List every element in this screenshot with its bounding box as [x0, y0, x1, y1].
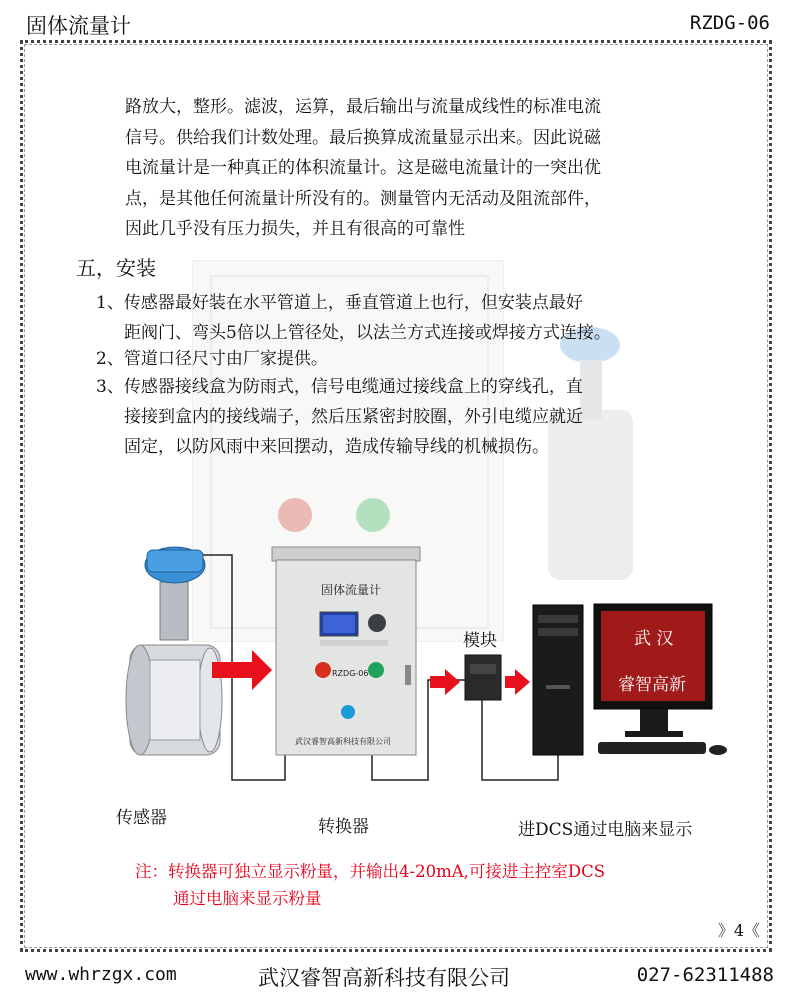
monitor-text-line2: 睿智高新	[618, 675, 686, 695]
paragraph-line: 电流量计是一种真正的体积流量计。这是磁电流量计的一突出优	[125, 158, 601, 178]
pc-tower	[533, 605, 583, 755]
note-line: 注：转换器可独立显示粉量，并输出4-20mA,可接进主控室DCS	[135, 862, 606, 881]
item-line: 3、传感器接线盒为防雨式，信号电缆通过接线盒上的穿线孔，直	[96, 377, 583, 397]
converter-company: 武汉睿智高新科技有限公司	[295, 737, 391, 746]
item-line: 2、管道口径尺寸由厂家提供。	[96, 349, 328, 369]
paragraph-line: 点，是其他任何流量计所没有的。测量管内无活动及阻流部件，	[125, 188, 601, 209]
note	[135, 858, 605, 912]
footer-website[interactable]: www.whrzgx.com	[25, 964, 177, 985]
header-model-code: RZDG-06	[689, 12, 770, 34]
paragraph-line: 因此几乎没有压力损失，并且有很高的可靠性	[125, 219, 465, 239]
footer	[0, 960, 800, 1000]
caption-dcs: 进DCS通过电脑来显示	[518, 820, 693, 840]
arrow-converter-to-module	[430, 669, 460, 695]
converter-title: 固体流量计	[321, 583, 382, 597]
module-device	[465, 655, 501, 700]
page-number: 》4《	[717, 921, 760, 940]
footer-phone: 027-62311488	[636, 964, 774, 986]
footer-company: 武汉睿智高新科技有限公司	[258, 966, 510, 990]
module-label: 模块	[463, 631, 497, 651]
arrow-module-to-computer	[505, 669, 530, 695]
monitor-text-line1: 武 汉	[634, 629, 674, 649]
converter-cabinet	[272, 547, 420, 755]
caption-converter: 转换器	[318, 817, 369, 837]
section-heading-install: 五，安装	[76, 256, 156, 280]
item-line: 固定，以防风雨中来回摆动，造成传输导线的机械损伤。	[124, 437, 549, 457]
paragraph-line: 路放大，整形。滤波，运算，最后输出与流量成线性的标准电流	[125, 97, 601, 117]
note-line: 通过电脑来显示粉量	[173, 889, 322, 908]
paragraph-line: 信号。供给我们计数处理。最后换算成流量显示出来。因此说磁	[125, 127, 601, 148]
item-line: 接接到盒内的接线端子，然后压紧密封胶圈，外引电缆应就近	[124, 407, 583, 427]
caption-sensor: 传感器	[116, 808, 167, 828]
converter-model: RZDG-06	[332, 669, 369, 678]
item-line: 距阀门、弯头5倍以上管径处，以法兰方式连接或焊接方式连接。	[124, 323, 611, 343]
header-title: 固体流量计	[26, 14, 131, 38]
item-line: 1、传感器最好装在水平管道上，垂直管道上也行，但安装点最好	[96, 293, 583, 313]
sensor-illustration	[126, 547, 222, 755]
